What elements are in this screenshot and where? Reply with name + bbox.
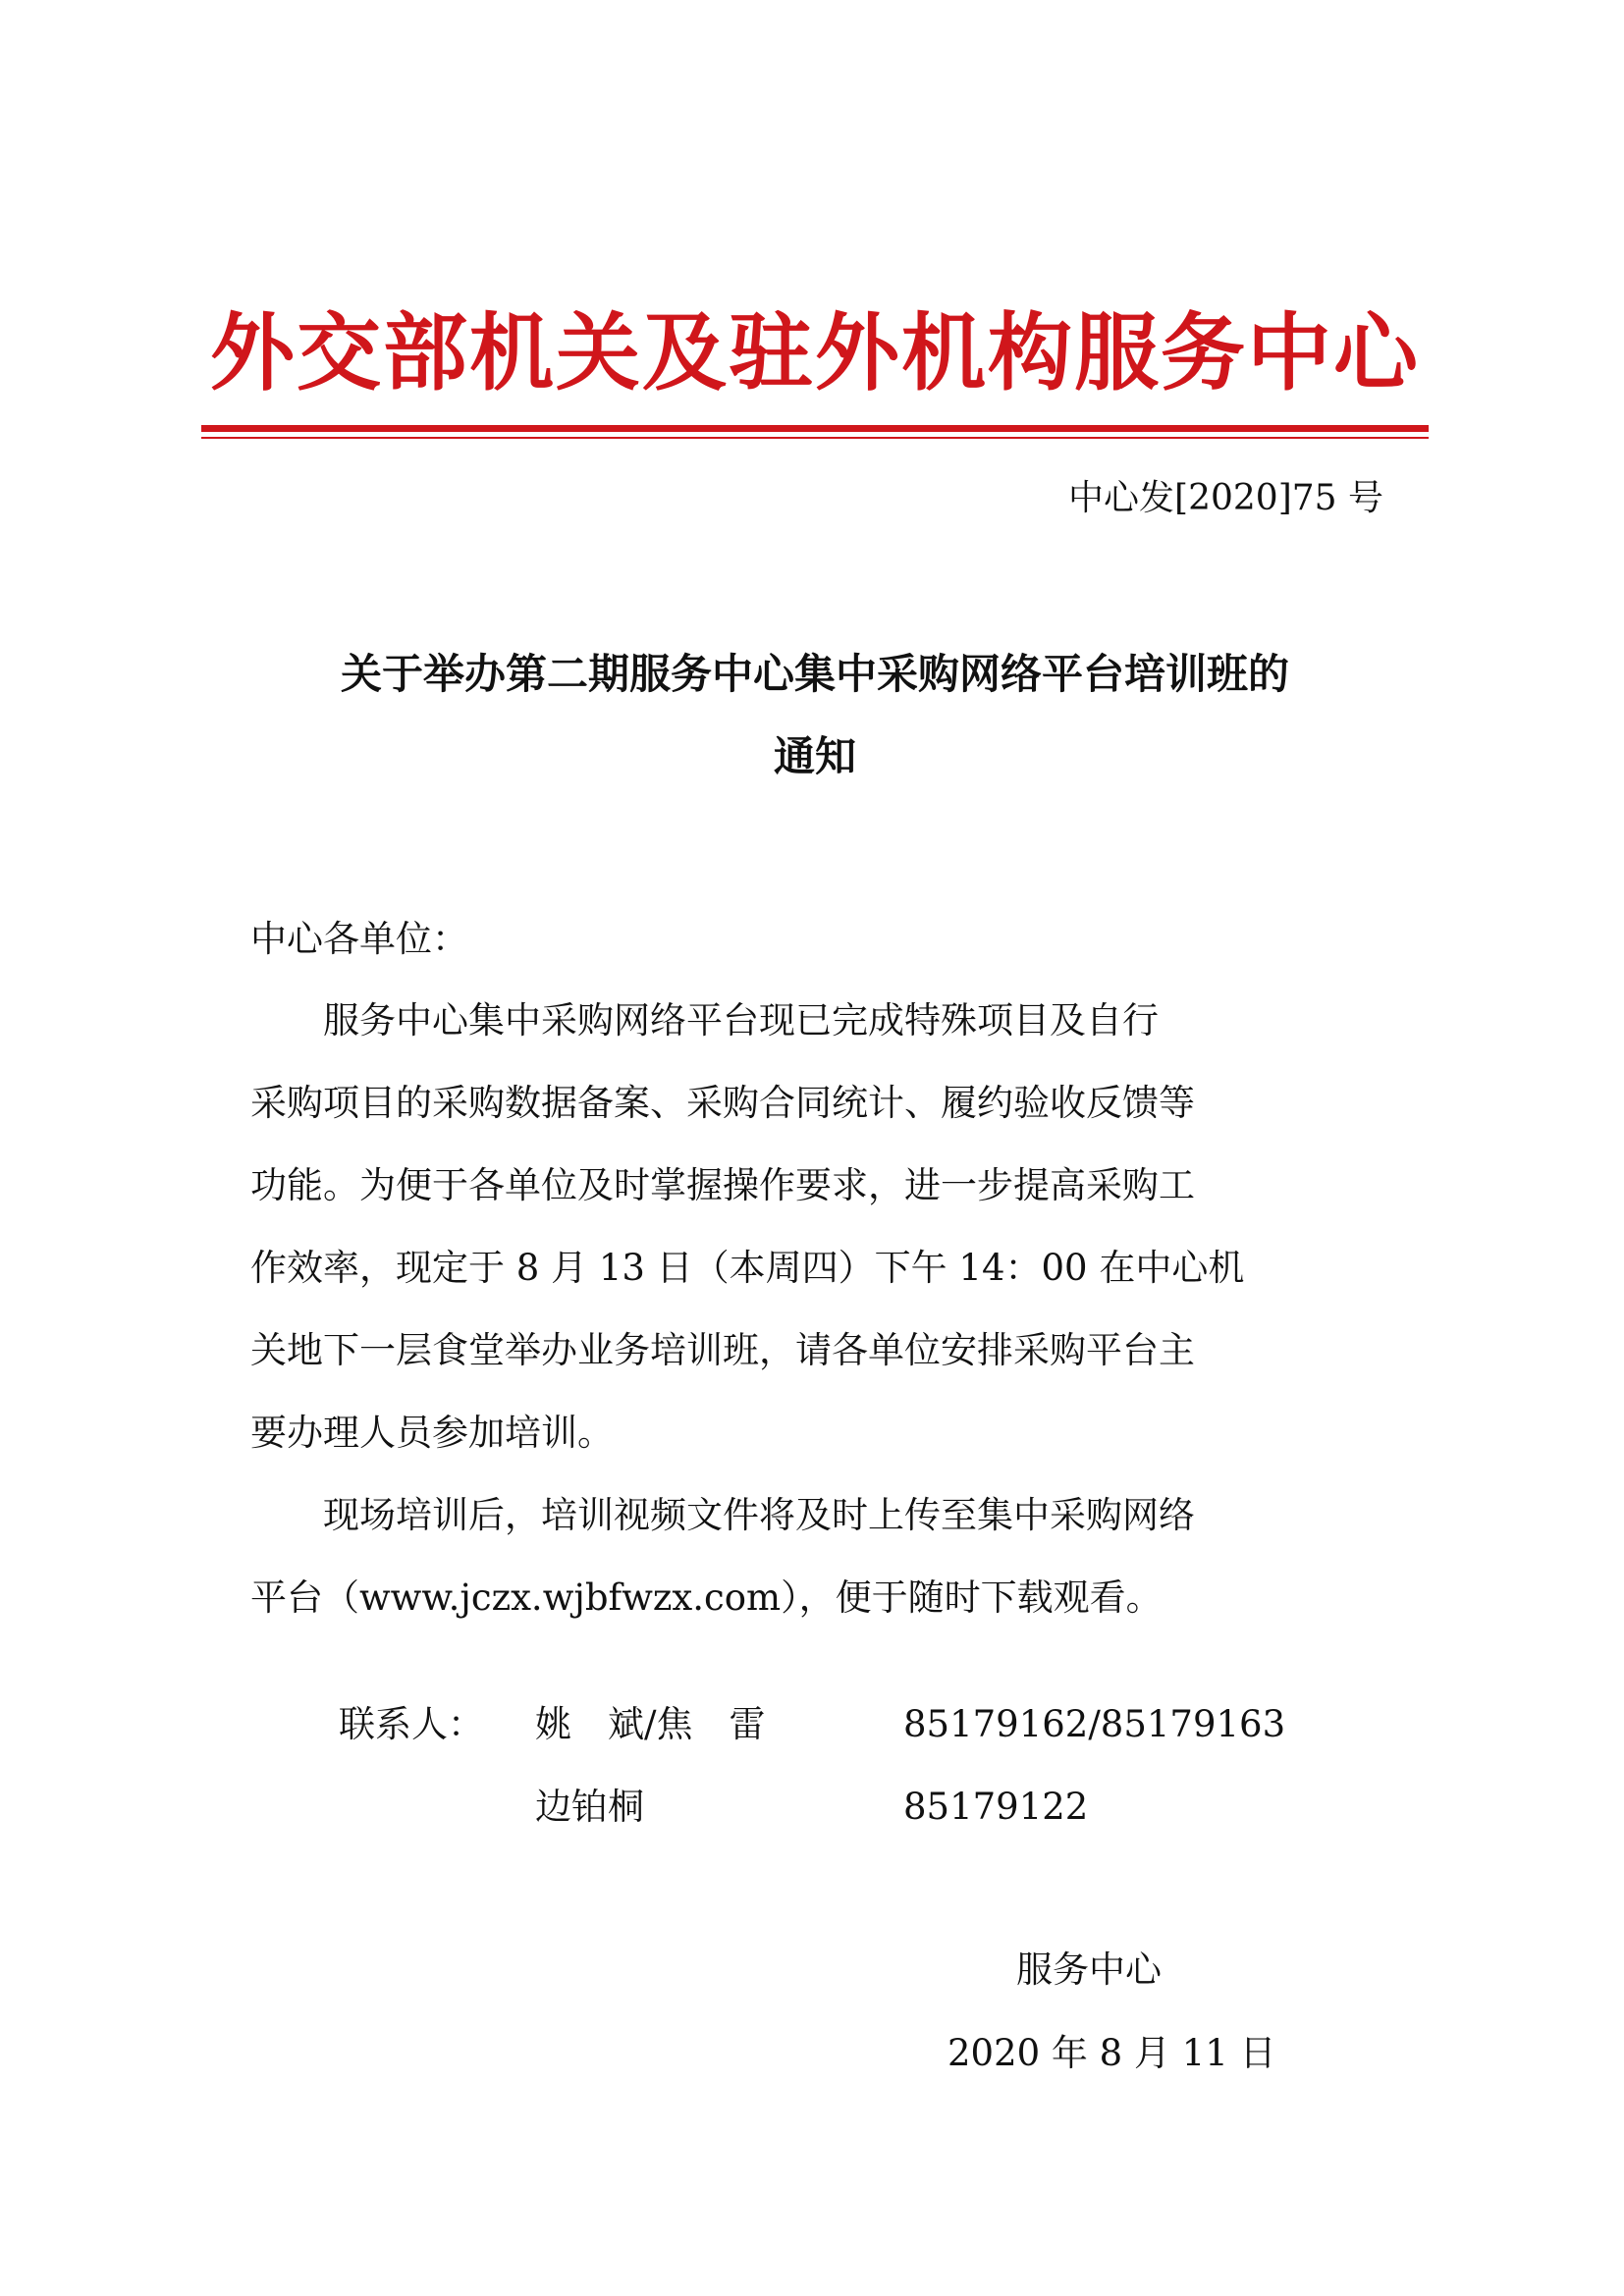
contact-name: 姚 斌/焦 雷	[535, 1703, 766, 1745]
body-line: 服务中心集中采购网络平台现已完成特殊项目及自行	[250, 999, 1159, 1041]
contact-phone: 85179122	[903, 1786, 1089, 1828]
title-line: 关于举办第二期服务中心集中采购网络平台培训班的	[340, 650, 1289, 698]
body-line: 要办理人员参加培训。	[250, 1412, 614, 1454]
body-line: 作效率，现定于 8 月 13 日（本周四）下午 14：00 在中心机	[250, 1247, 1245, 1289]
body-line: 功能。为便于各单位及时掌握操作要求，进一步提高采购工	[250, 1164, 1195, 1206]
letterhead-rule-thick	[201, 425, 1429, 432]
salutation: 中心各单位：	[250, 918, 468, 960]
contact-phone: 85179162/85179163	[903, 1703, 1286, 1745]
letterhead-title: 外交部机关及驻外机构服务中心	[210, 303, 1420, 402]
body-line: 现场培训后，培训视频文件将及时上传至集中采购网络	[250, 1494, 1195, 1536]
signature-date: 2020 年 8 月 11 日	[947, 2032, 1276, 2074]
document-number: 中心发[2020]75 号	[1068, 478, 1383, 518]
contact-name: 边铂桐	[535, 1786, 644, 1828]
body-line: 采购项目的采购数据备案、采购合同统计、履约验收反馈等	[250, 1082, 1195, 1124]
document-body	[250, 980, 1389, 1639]
contacts-block	[339, 1683, 1321, 1848]
contacts-label: 联系人：	[339, 1703, 484, 1745]
contact-row	[339, 1683, 1321, 1766]
signature-org: 服务中心	[1016, 1949, 1162, 1991]
letterhead-rule-thin	[201, 437, 1429, 439]
contact-row	[339, 1766, 1321, 1848]
document-title	[245, 633, 1384, 798]
body-line: 关地下一层食堂举办业务培训班，请各单位安排采购平台主	[250, 1329, 1195, 1371]
body-line: 平台（www.jczx.wjbfwzx.com），便于随时下载观看。	[250, 1576, 1163, 1619]
title-line: 通知	[773, 732, 856, 780]
